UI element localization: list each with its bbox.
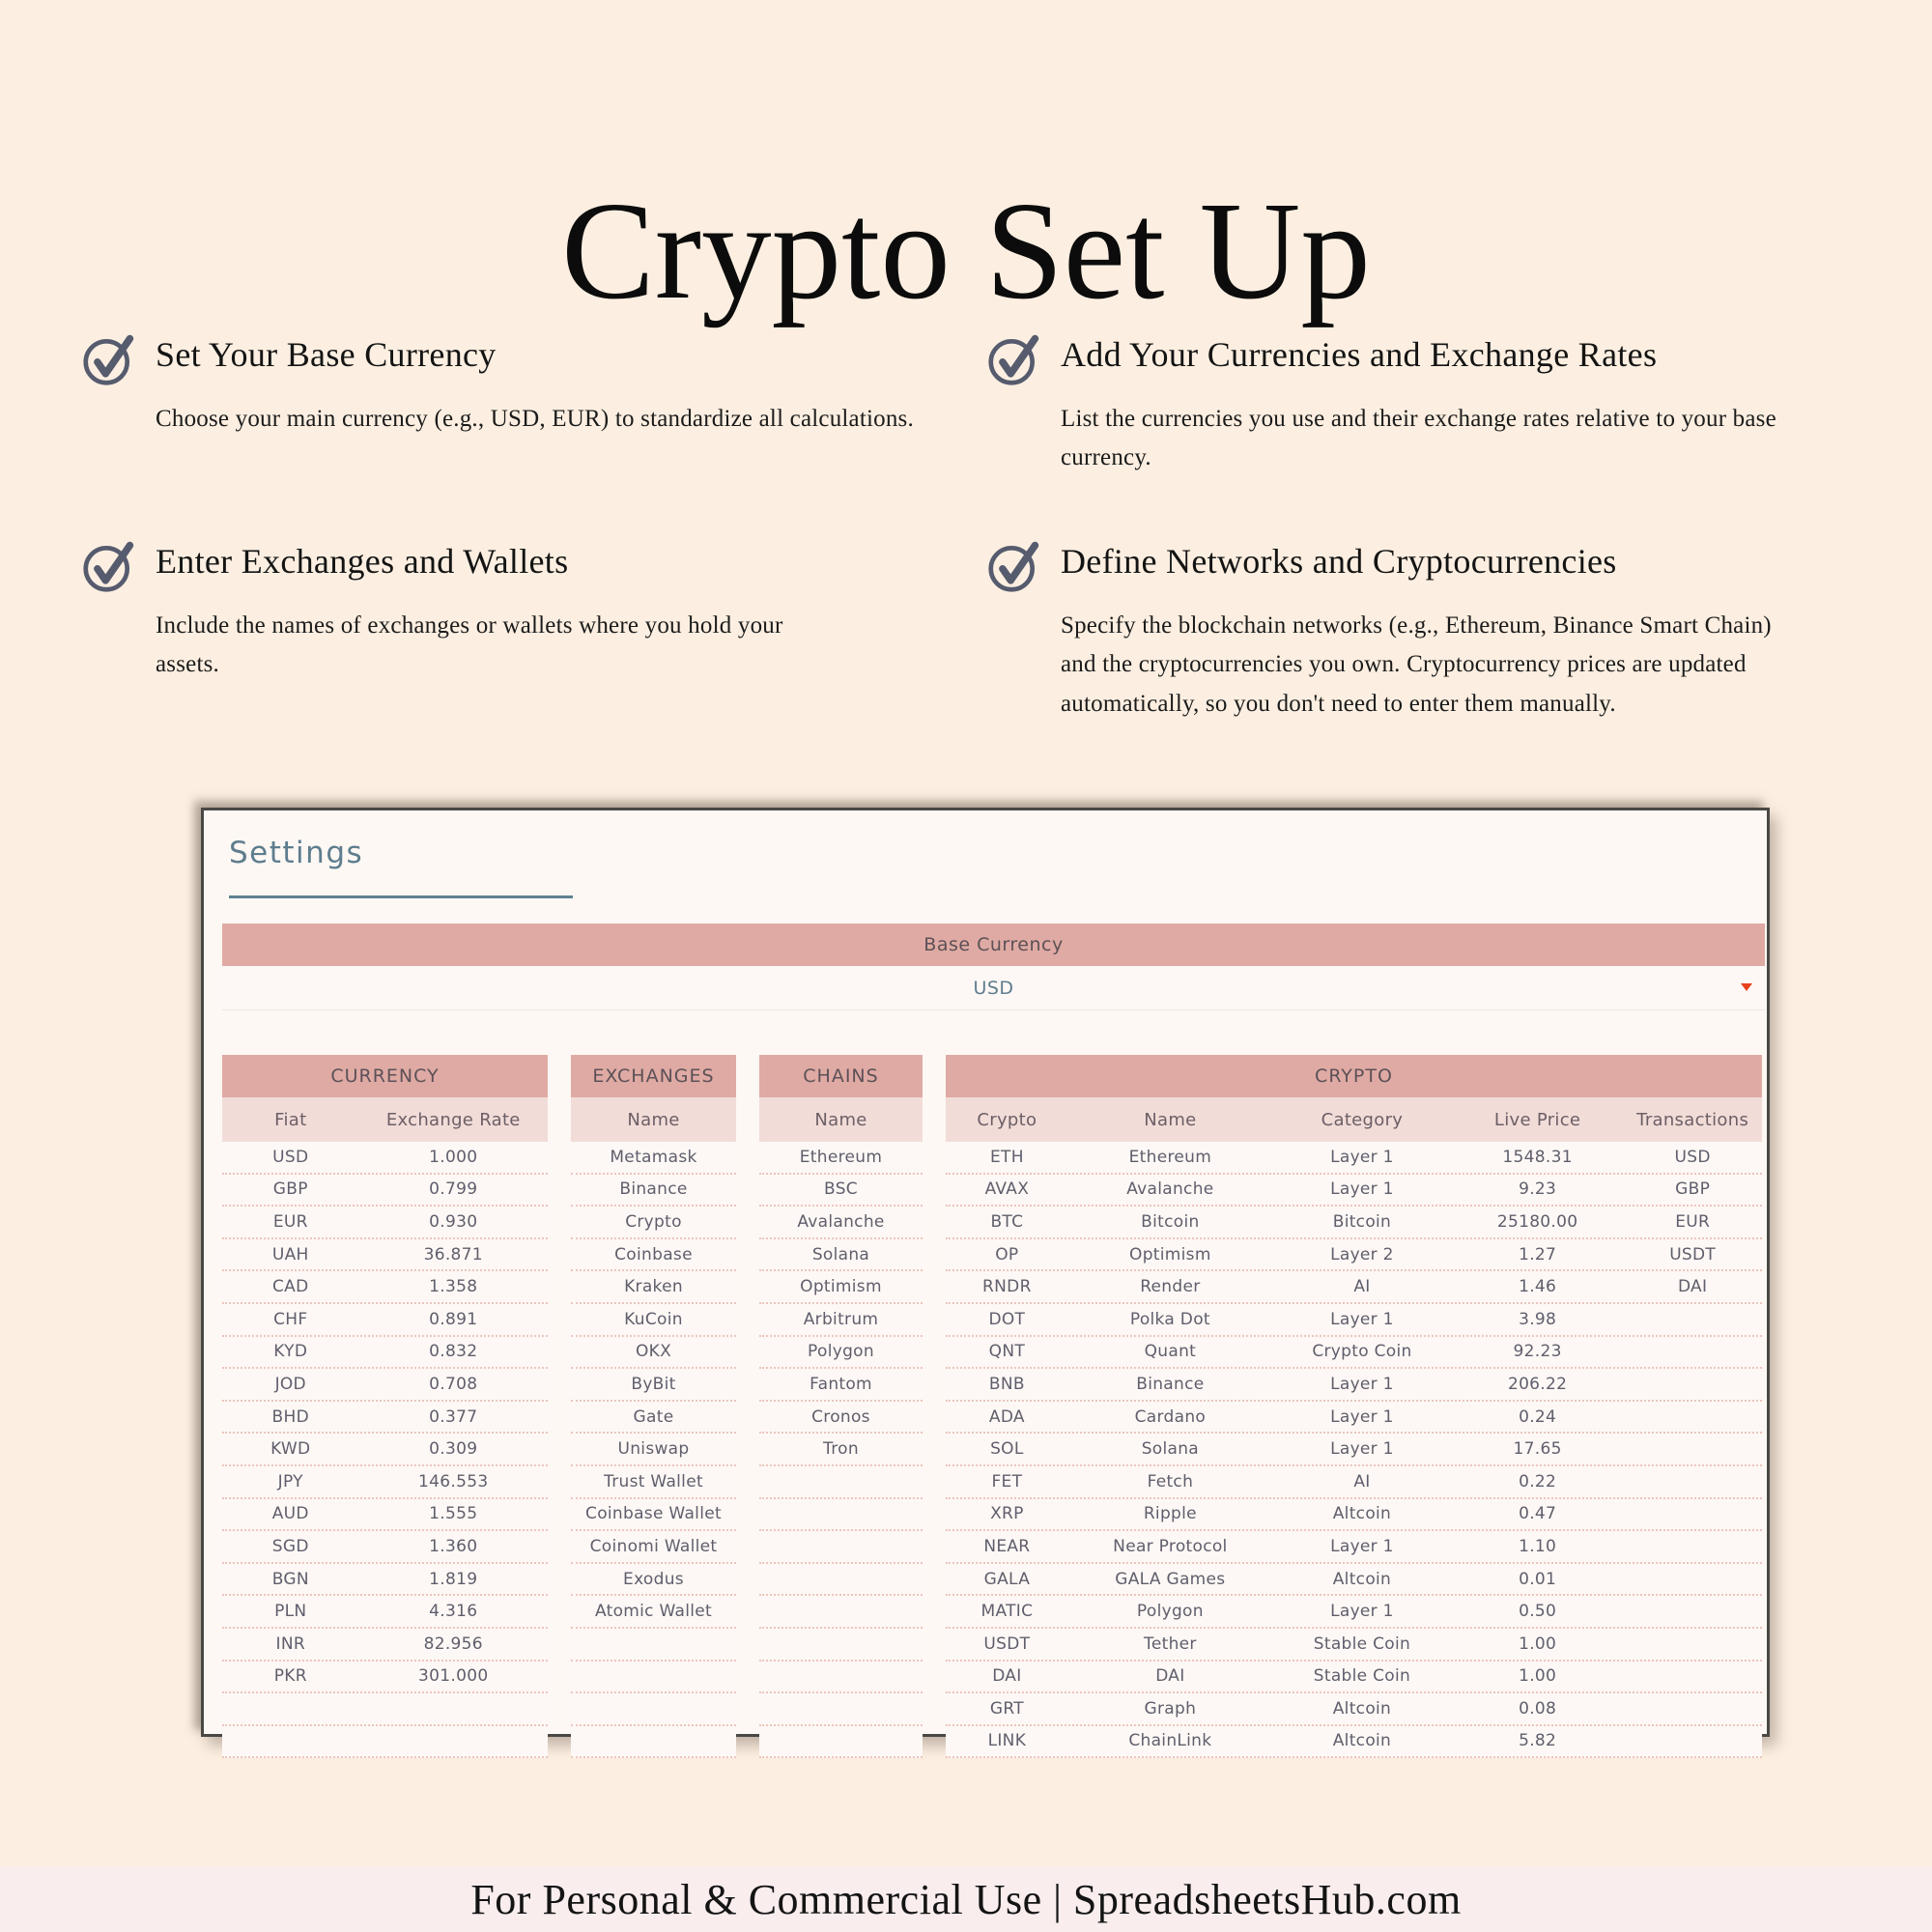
sheet-title-underline <box>229 895 573 898</box>
table-row <box>571 1434 736 1466</box>
table-row <box>571 1369 736 1402</box>
table-cell[interactable]: Solana <box>811 1244 870 1264</box>
table-cell[interactable]: AI <box>1353 1471 1371 1492</box>
table-cell[interactable]: CHF <box>273 1309 308 1329</box>
table-row <box>759 1239 923 1272</box>
column-header: Live Price <box>1493 1109 1581 1130</box>
table-cell[interactable]: Uniswap <box>617 1439 690 1460</box>
table-cell[interactable]: 5.82 <box>1519 1731 1557 1751</box>
table-row <box>222 1596 548 1629</box>
table-cell[interactable]: 0.309 <box>429 1439 478 1460</box>
table-cell[interactable]: Fantom <box>810 1374 872 1394</box>
table-cell[interactable]: BGN <box>271 1569 309 1589</box>
table-cell[interactable]: Layer 1 <box>1330 1536 1394 1556</box>
table-row <box>759 1207 923 1239</box>
table-row <box>571 1629 736 1662</box>
table-cell[interactable]: Layer 1 <box>1330 1374 1394 1394</box>
column-header: Name <box>1144 1109 1197 1130</box>
table-cell[interactable]: 0.930 <box>429 1211 478 1232</box>
table-cell[interactable]: Layer 2 <box>1330 1244 1394 1264</box>
table-cell[interactable]: BTC <box>990 1211 1024 1232</box>
table-cell[interactable]: Bitcoin <box>1141 1211 1200 1232</box>
table-cell[interactable]: Altcoin <box>1332 1504 1392 1524</box>
table-cell[interactable]: LINK <box>987 1731 1027 1751</box>
table-cell[interactable]: Altcoin <box>1332 1731 1392 1751</box>
crypto-table-header: CRYPTO <box>946 1055 1762 1097</box>
table-cell[interactable]: QNT <box>988 1342 1026 1362</box>
table-cell[interactable]: Fetch <box>1147 1471 1194 1492</box>
table-cell[interactable]: 206.22 <box>1507 1374 1568 1394</box>
table-cell[interactable]: Layer 1 <box>1330 1147 1394 1167</box>
table-cell[interactable]: AI <box>1353 1277 1371 1297</box>
dropdown-arrow-icon[interactable] <box>1741 983 1752 991</box>
table-cell[interactable]: 25180.00 <box>1496 1211 1578 1232</box>
column-header: Transactions <box>1636 1109 1749 1130</box>
table-cell[interactable]: Coinbase Wallet <box>585 1504 722 1524</box>
table-row <box>571 1175 736 1208</box>
table-row <box>222 1662 548 1694</box>
base-currency-header: Base Currency <box>222 923 1765 966</box>
table-cell[interactable]: Bitcoin <box>1332 1211 1392 1232</box>
table-row <box>222 1629 548 1662</box>
table-cell[interactable]: 17.65 <box>1513 1439 1562 1460</box>
table-cell[interactable]: 9.23 <box>1519 1179 1557 1200</box>
table-cell[interactable]: 1.00 <box>1519 1634 1557 1654</box>
table-cell[interactable]: OP <box>995 1244 1019 1264</box>
column-header: Name <box>814 1109 867 1130</box>
table-cell[interactable]: Coinbase <box>614 1244 693 1264</box>
feature-currencies-rates <box>987 336 1799 478</box>
table-cell[interactable]: Layer 1 <box>1330 1179 1394 1200</box>
table-cell[interactable]: Layer 1 <box>1330 1439 1394 1460</box>
table-cell[interactable]: MATIC <box>980 1602 1034 1622</box>
table-cell[interactable]: Optimism <box>1129 1244 1211 1264</box>
table-cell[interactable]: ADA <box>988 1406 1025 1427</box>
check-circle-icon <box>82 332 136 386</box>
table-cell[interactable]: GALA <box>983 1569 1031 1589</box>
table-cell[interactable]: 0.50 <box>1519 1602 1557 1622</box>
table-cell[interactable]: BHD <box>271 1406 309 1427</box>
feature-description: List the currencies you use and their exchange rates relative to your base currency. <box>1061 405 1776 471</box>
base-currency-select[interactable] <box>222 966 1765 1010</box>
table-cell[interactable]: 36.871 <box>423 1244 483 1264</box>
table-cell[interactable]: KYD <box>273 1342 308 1362</box>
currency-table-header: CURRENCY <box>222 1055 548 1097</box>
table-cell[interactable]: Altcoin <box>1332 1698 1392 1719</box>
table-row <box>946 1499 1762 1532</box>
table-cell[interactable]: Ethereum <box>799 1147 883 1167</box>
crypto-column-headers <box>946 1097 1762 1142</box>
table-row <box>946 1271 1762 1304</box>
feature-heading: Define Networks and Cryptocurrencies <box>1061 542 1617 581</box>
table-cell[interactable]: BSC <box>824 1179 858 1200</box>
table-row <box>222 1207 548 1239</box>
table-cell[interactable]: GBP <box>1675 1179 1711 1200</box>
table-row <box>571 1304 736 1337</box>
table-cell[interactable]: JPY <box>277 1471 303 1492</box>
table-cell[interactable]: Stable Coin <box>1313 1634 1411 1654</box>
table-cell[interactable]: KWD <box>270 1439 311 1460</box>
table-row <box>946 1175 1762 1208</box>
settings-panel <box>201 808 1770 1751</box>
table-cell[interactable]: PLN <box>274 1602 307 1622</box>
table-cell[interactable]: Render <box>1140 1277 1201 1297</box>
exchanges-column-headers <box>571 1097 736 1142</box>
table-cell[interactable]: Crypto <box>625 1211 682 1232</box>
table-cell[interactable]: AUD <box>271 1504 309 1524</box>
table-cell[interactable]: 0.891 <box>429 1309 478 1329</box>
table-row <box>222 1531 548 1564</box>
table-cell[interactable]: OKX <box>635 1342 672 1362</box>
table-row <box>759 1662 923 1694</box>
table-cell[interactable]: 0.22 <box>1519 1471 1557 1492</box>
table-row <box>759 1564 923 1597</box>
table-cell[interactable]: UAH <box>271 1244 309 1264</box>
page-title: Crypto Set Up <box>561 174 1371 329</box>
table-row <box>946 1564 1762 1597</box>
table-row <box>759 1142 923 1175</box>
table-cell[interactable]: Cronos <box>811 1406 870 1427</box>
table-cell[interactable]: EUR <box>272 1211 308 1232</box>
currency-column-headers <box>222 1097 548 1142</box>
table-row <box>759 1175 923 1208</box>
table-row <box>222 1271 548 1304</box>
table-cell[interactable]: Crypto Coin <box>1312 1342 1412 1362</box>
table-cell[interactable]: NEAR <box>983 1536 1031 1556</box>
table-cell[interactable]: Coinomi Wallet <box>589 1536 718 1556</box>
feature-description: Specify the blockchain networks (e.g., Ethereum, Binance Smart Chain) and the cryptocurrencies you own. Cryptocurrency prices are updated automatically, so you don't need to enter them manually. <box>1061 611 1772 717</box>
table-row <box>946 1596 1762 1629</box>
table-cell[interactable]: 0.47 <box>1519 1504 1557 1524</box>
table-row <box>222 1304 548 1337</box>
table-cell[interactable]: Layer 1 <box>1330 1309 1394 1329</box>
table-row <box>946 1239 1762 1272</box>
table-cell[interactable]: Polygon <box>808 1342 874 1362</box>
table-row <box>222 1726 548 1759</box>
table-cell[interactable]: 0.832 <box>429 1342 478 1362</box>
feature-description: Include the names of exchanges or wallets where you hold your assets. <box>156 611 783 678</box>
table-cell[interactable]: 1.358 <box>429 1277 478 1297</box>
table-cell[interactable]: 0.377 <box>429 1406 478 1427</box>
table-cell[interactable]: ByBit <box>631 1374 676 1394</box>
table-cell[interactable]: Tron <box>823 1439 859 1460</box>
table-row <box>222 1499 548 1532</box>
column-header: Category <box>1321 1109 1404 1130</box>
table-cell[interactable]: CAD <box>272 1277 309 1297</box>
table-row <box>759 1434 923 1466</box>
table-row <box>946 1693 1762 1726</box>
column-header: Crypto <box>977 1109 1037 1130</box>
table-cell[interactable]: 1.27 <box>1519 1244 1557 1264</box>
table-row <box>946 1662 1762 1694</box>
table-row <box>222 1402 548 1435</box>
table-cell[interactable]: 1.360 <box>429 1536 478 1556</box>
table-cell[interactable]: 1.000 <box>429 1147 478 1167</box>
table-cell[interactable]: ETH <box>989 1147 1024 1167</box>
table-row <box>571 1662 736 1694</box>
table-cell[interactable]: Cardano <box>1134 1406 1207 1427</box>
table-cell[interactable]: XRP <box>990 1504 1024 1524</box>
table-row <box>571 1564 736 1597</box>
table-cell[interactable]: Tether <box>1144 1634 1197 1654</box>
exchanges-table-header: EXCHANGES <box>571 1055 736 1097</box>
table-cell[interactable]: Atomic Wallet <box>594 1602 713 1622</box>
table-cell[interactable]: KuCoin <box>624 1309 683 1329</box>
table-row <box>222 1466 548 1499</box>
table-cell[interactable]: Arbitrum <box>803 1309 879 1329</box>
table-cell[interactable]: 1.46 <box>1519 1277 1557 1297</box>
table-cell[interactable]: GRT <box>989 1698 1024 1719</box>
table-row <box>759 1531 923 1564</box>
table-cell[interactable]: GALA Games <box>1115 1569 1226 1589</box>
table-row <box>946 1726 1762 1759</box>
table-cell[interactable]: 0.08 <box>1519 1698 1557 1719</box>
currency-table <box>222 1055 548 1758</box>
table-row <box>759 1466 923 1499</box>
table-row <box>946 1531 1762 1564</box>
table-row <box>946 1207 1762 1239</box>
table-cell[interactable]: ChainLink <box>1128 1731 1212 1751</box>
table-cell[interactable]: Polka Dot <box>1129 1309 1210 1329</box>
table-cell[interactable]: 1.555 <box>429 1504 478 1524</box>
table-cell[interactable]: Exodus <box>623 1569 684 1589</box>
table-cell[interactable]: Ripple <box>1143 1504 1197 1524</box>
feature-exchanges-wallets <box>82 543 942 685</box>
table-row <box>222 1564 548 1597</box>
table-cell[interactable]: Altcoin <box>1332 1569 1392 1589</box>
table-cell[interactable]: Layer 1 <box>1330 1406 1394 1427</box>
chains-table-header: CHAINS <box>759 1055 923 1097</box>
table-cell[interactable]: 146.553 <box>418 1471 489 1492</box>
table-row <box>571 1531 736 1564</box>
table-row <box>946 1304 1762 1337</box>
table-row <box>571 1207 736 1239</box>
table-row <box>759 1402 923 1435</box>
sheet-title: Settings <box>229 836 364 870</box>
table-row <box>759 1629 923 1662</box>
table-cell[interactable]: 301.000 <box>418 1666 489 1687</box>
table-row <box>759 1499 923 1532</box>
table-row <box>946 1337 1762 1370</box>
table-row <box>571 1402 736 1435</box>
table-cell[interactable]: RNDR <box>982 1277 1032 1297</box>
check-circle-icon <box>987 332 1041 386</box>
column-header: Fiat <box>274 1109 307 1130</box>
table-cell[interactable]: Trust Wallet <box>604 1471 703 1492</box>
table-row <box>946 1466 1762 1499</box>
table-row <box>759 1369 923 1402</box>
chains-table <box>759 1055 923 1758</box>
table-row <box>571 1239 736 1272</box>
table-cell[interactable]: DAI <box>1677 1277 1708 1297</box>
table-cell[interactable]: Avalanche <box>1126 1179 1214 1200</box>
table-row <box>759 1596 923 1629</box>
table-cell[interactable]: SGD <box>271 1536 309 1556</box>
table-row <box>222 1142 548 1175</box>
check-circle-icon <box>987 539 1041 593</box>
table-cell[interactable]: USD <box>272 1147 309 1167</box>
table-cell[interactable]: Avalanche <box>797 1211 885 1232</box>
table-cell[interactable]: 0.24 <box>1519 1406 1557 1427</box>
table-cell[interactable]: JOD <box>274 1374 306 1394</box>
table-row <box>571 1337 736 1370</box>
table-row <box>571 1271 736 1304</box>
table-cell[interactable]: Stable Coin <box>1313 1666 1411 1687</box>
table-cell[interactable]: DOT <box>988 1309 1026 1329</box>
table-cell[interactable]: USDT <box>1669 1244 1717 1264</box>
table-cell[interactable]: Solana <box>1141 1439 1200 1460</box>
table-row <box>759 1693 923 1726</box>
table-row <box>946 1369 1762 1402</box>
check-circle-icon <box>82 539 136 593</box>
table-cell[interactable]: 1.819 <box>429 1569 478 1589</box>
table-cell[interactable]: Metamask <box>610 1147 697 1167</box>
table-cell[interactable]: FET <box>991 1471 1023 1492</box>
table-cell[interactable]: 0.799 <box>429 1179 478 1200</box>
table-row <box>571 1142 736 1175</box>
table-cell[interactable]: 0.01 <box>1519 1569 1557 1589</box>
feature-heading: Add Your Currencies and Exchange Rates <box>1061 335 1658 374</box>
table-cell[interactable]: Polygon <box>1136 1602 1204 1622</box>
chains-column-headers <box>759 1097 923 1142</box>
table-cell[interactable]: 1548.31 <box>1502 1147 1573 1167</box>
table-row <box>222 1337 548 1370</box>
table-cell[interactable]: Binance <box>1136 1374 1205 1394</box>
table-cell[interactable]: Graph <box>1144 1698 1197 1719</box>
table-cell[interactable]: Optimism <box>800 1277 882 1297</box>
feature-heading: Set Your Base Currency <box>156 335 497 374</box>
table-row <box>946 1142 1762 1175</box>
table-cell[interactable]: BNB <box>988 1374 1025 1394</box>
table-row <box>759 1271 923 1304</box>
feature-networks-crypto <box>987 543 1799 724</box>
table-row <box>571 1726 736 1759</box>
table-cell[interactable]: SOL <box>990 1439 1024 1460</box>
base-currency-value: USD <box>973 977 1014 999</box>
table-row <box>222 1175 548 1208</box>
table-cell[interactable]: 92.23 <box>1513 1342 1562 1362</box>
table-cell[interactable]: USDT <box>983 1634 1031 1654</box>
table-cell[interactable]: PKR <box>273 1666 307 1687</box>
table-row <box>571 1596 736 1629</box>
table-cell[interactable]: EUR <box>1675 1211 1711 1232</box>
table-row <box>946 1629 1762 1662</box>
table-cell[interactable]: Kraken <box>624 1277 683 1297</box>
table-cell[interactable]: DAI <box>1155 1666 1185 1687</box>
table-cell[interactable]: DAI <box>992 1666 1022 1687</box>
table-cell[interactable]: Gate <box>633 1406 674 1427</box>
exchanges-table <box>571 1055 736 1758</box>
table-row <box>571 1499 736 1532</box>
table-row <box>946 1434 1762 1466</box>
table-row <box>222 1693 548 1726</box>
feature-heading: Enter Exchanges and Wallets <box>156 542 569 581</box>
table-row <box>222 1369 548 1402</box>
table-cell[interactable]: Quant <box>1144 1342 1197 1362</box>
table-row <box>946 1402 1762 1435</box>
table-cell[interactable]: Layer 1 <box>1330 1602 1394 1622</box>
table-cell[interactable]: 0.708 <box>429 1374 478 1394</box>
table-row <box>759 1304 923 1337</box>
feature-base-currency <box>82 336 942 439</box>
feature-description: Choose your main currency (e.g., USD, EUR) to standardize all calculations. <box>156 405 914 432</box>
footer: For Personal & Commercial Use | SpreadsheetsHub.com <box>0 1866 1932 1932</box>
table-cell[interactable]: 3.98 <box>1519 1309 1557 1329</box>
table-cell[interactable]: Near Protocol <box>1113 1536 1228 1556</box>
table-cell[interactable]: AVAX <box>984 1179 1030 1200</box>
column-header: Name <box>627 1109 680 1130</box>
crypto-table <box>946 1055 1762 1758</box>
table-row <box>222 1239 548 1272</box>
table-cell[interactable]: 1.00 <box>1519 1666 1557 1687</box>
table-cell[interactable]: Binance <box>619 1179 688 1200</box>
table-row <box>759 1337 923 1370</box>
table-row <box>571 1466 736 1499</box>
table-row <box>222 1434 548 1466</box>
table-cell[interactable]: USD <box>1674 1147 1711 1167</box>
table-row <box>571 1693 736 1726</box>
table-cell[interactable]: Ethereum <box>1128 1147 1212 1167</box>
table-cell[interactable]: 4.316 <box>429 1602 478 1622</box>
table-cell[interactable]: 82.956 <box>423 1634 483 1654</box>
table-cell[interactable]: GBP <box>272 1179 308 1200</box>
table-row <box>759 1726 923 1759</box>
table-cell[interactable]: INR <box>275 1634 305 1654</box>
column-header: Exchange Rate <box>385 1109 521 1130</box>
table-cell[interactable]: 1.10 <box>1519 1536 1557 1556</box>
